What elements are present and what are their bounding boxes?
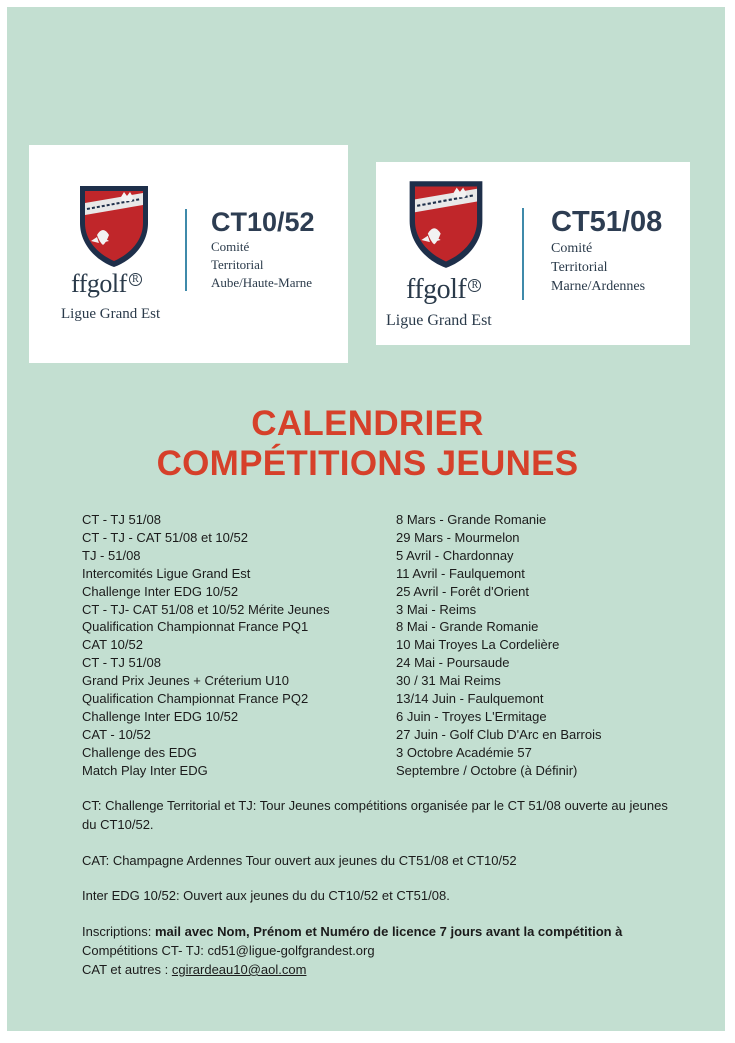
league-name: Ligue Grand Est	[61, 306, 161, 322]
inscriptions-instructions: mail avec Nom, Prénom et Numéro de licence 7 jours avant la compétition à	[154, 924, 623, 939]
contact-cat-email-link[interactable]: cgirardeau10@aol.com	[171, 962, 307, 977]
competition-name: Challenge des EDG	[82, 744, 197, 760]
competition-name: CAT - 10/52	[82, 726, 151, 742]
competition-date-place: 8 Mai - Grande Romanie	[396, 619, 539, 635]
committee-line: Territorial	[211, 257, 264, 272]
committee-line: Comité	[211, 239, 250, 254]
competition-name: Grand Prix Jeunes + Créterium U10	[82, 673, 290, 689]
contact-cat-label: CAT et autres :	[82, 962, 172, 977]
competition-name: TJ - 51/08	[82, 547, 141, 563]
note-cat: CAT: Champagne Ardennes Tour ouvert aux jeunes du CT51/08 et CT10/52	[82, 853, 517, 868]
competition-date-place: 6 Juin - Troyes L'Ermitage	[396, 708, 547, 724]
committee-description	[551, 239, 645, 296]
committee-line: Comité	[551, 241, 593, 256]
competition-name: Challenge Inter EDG 10/52	[82, 708, 239, 724]
competition-date-place: 30 / 31 Mai Reims	[396, 673, 501, 689]
committee-code: CT51/08	[551, 206, 663, 238]
competition-name: CT - TJ- CAT 51/08 et 10/52 Mérite Jeunes	[82, 601, 330, 617]
competition-name: CT - TJ 51/08	[82, 512, 161, 527]
competition-date-place: 29 Mars - Mourmelon	[396, 529, 520, 545]
competition-name: Match Play Inter EDG	[82, 762, 208, 778]
brand-text: ffgolf	[406, 274, 467, 305]
title-line-1: CALENDRIER	[251, 404, 484, 443]
league-name: Ligue Grand Est	[386, 312, 492, 329]
competition-name: Qualification Championnat France PQ2	[82, 691, 309, 707]
registered-icon: R	[129, 273, 142, 286]
competition-date-place: 10 Mai Troyes La Cordelière	[396, 637, 560, 653]
committee-line: Marne/Ardennes	[551, 279, 646, 294]
competition-name: CT - TJ 51/08	[82, 655, 161, 671]
committee-description	[211, 238, 312, 292]
competition-dates	[396, 511, 602, 780]
inscriptions-label: Inscriptions:	[82, 924, 155, 939]
title-line-2: COMPÉTITIONS JEUNES	[156, 444, 579, 483]
page-title	[0, 404, 735, 484]
logo-card-ct1052	[29, 145, 348, 363]
divider-bar	[185, 209, 187, 291]
competition-date-place: 24 Mai - Poursaude	[396, 655, 510, 671]
competition-date-place: 3 Octobre Académie 57	[396, 744, 532, 760]
committee-line: Territorial	[551, 260, 608, 275]
inscriptions-line	[82, 922, 682, 941]
competition-name: CT - TJ - CAT 51/08 et 10/52	[82, 529, 248, 545]
golf-crest-icon	[406, 178, 486, 270]
divider-bar	[522, 208, 524, 300]
competition-name: Qualification Championnat France PQ1	[82, 619, 309, 635]
note-ct-tj: CT: Challenge Territorial et TJ: Tour Jeunes compétitions organisée par le CT 51/08 ouverte au jeunes du CT10/52.	[82, 798, 668, 832]
competition-date-place: 13/14 Juin - Faulquemont	[396, 691, 544, 707]
competition-date-place: 27 Juin - Golf Club D'Arc en Barrois	[396, 726, 602, 742]
competition-name: CAT 10/52	[82, 637, 143, 653]
competition-date-place: Septembre / Octobre (à Définir)	[396, 762, 578, 778]
inscriptions-block	[82, 922, 682, 979]
competition-date-place: 8 Mars - Grande Romanie	[396, 512, 547, 527]
logo-card-ct5108	[376, 162, 690, 345]
competition-date-place: 5 Avril - Chardonnay	[396, 547, 514, 563]
registered-icon: R	[468, 279, 481, 292]
brand-text: ffgolf	[71, 269, 127, 298]
competition-name: Intercomités Ligue Grand Est	[82, 565, 251, 581]
golf-crest-icon	[77, 183, 151, 269]
competition-date-place: 25 Avril - Forêt d'Orient	[396, 583, 530, 599]
committee-line: Aube/Haute-Marne	[211, 275, 313, 290]
note-inter-edg: Inter EDG 10/52: Ouvert aux jeunes du du CT10/52 et CT51/08.	[82, 888, 450, 903]
competition-date-place: 11 Avril - Faulquemont	[396, 565, 525, 581]
competition-name: Challenge Inter EDG 10/52	[82, 583, 239, 599]
competition-date-place: 3 Mai - Reims	[396, 601, 477, 617]
committee-code: CT10/52	[211, 207, 315, 237]
contact-cat-line	[82, 960, 682, 979]
competition-names	[82, 511, 330, 780]
contact-ct-tj: Compétitions CT- TJ: cd51@ligue-golfgrandest.org	[82, 943, 375, 958]
